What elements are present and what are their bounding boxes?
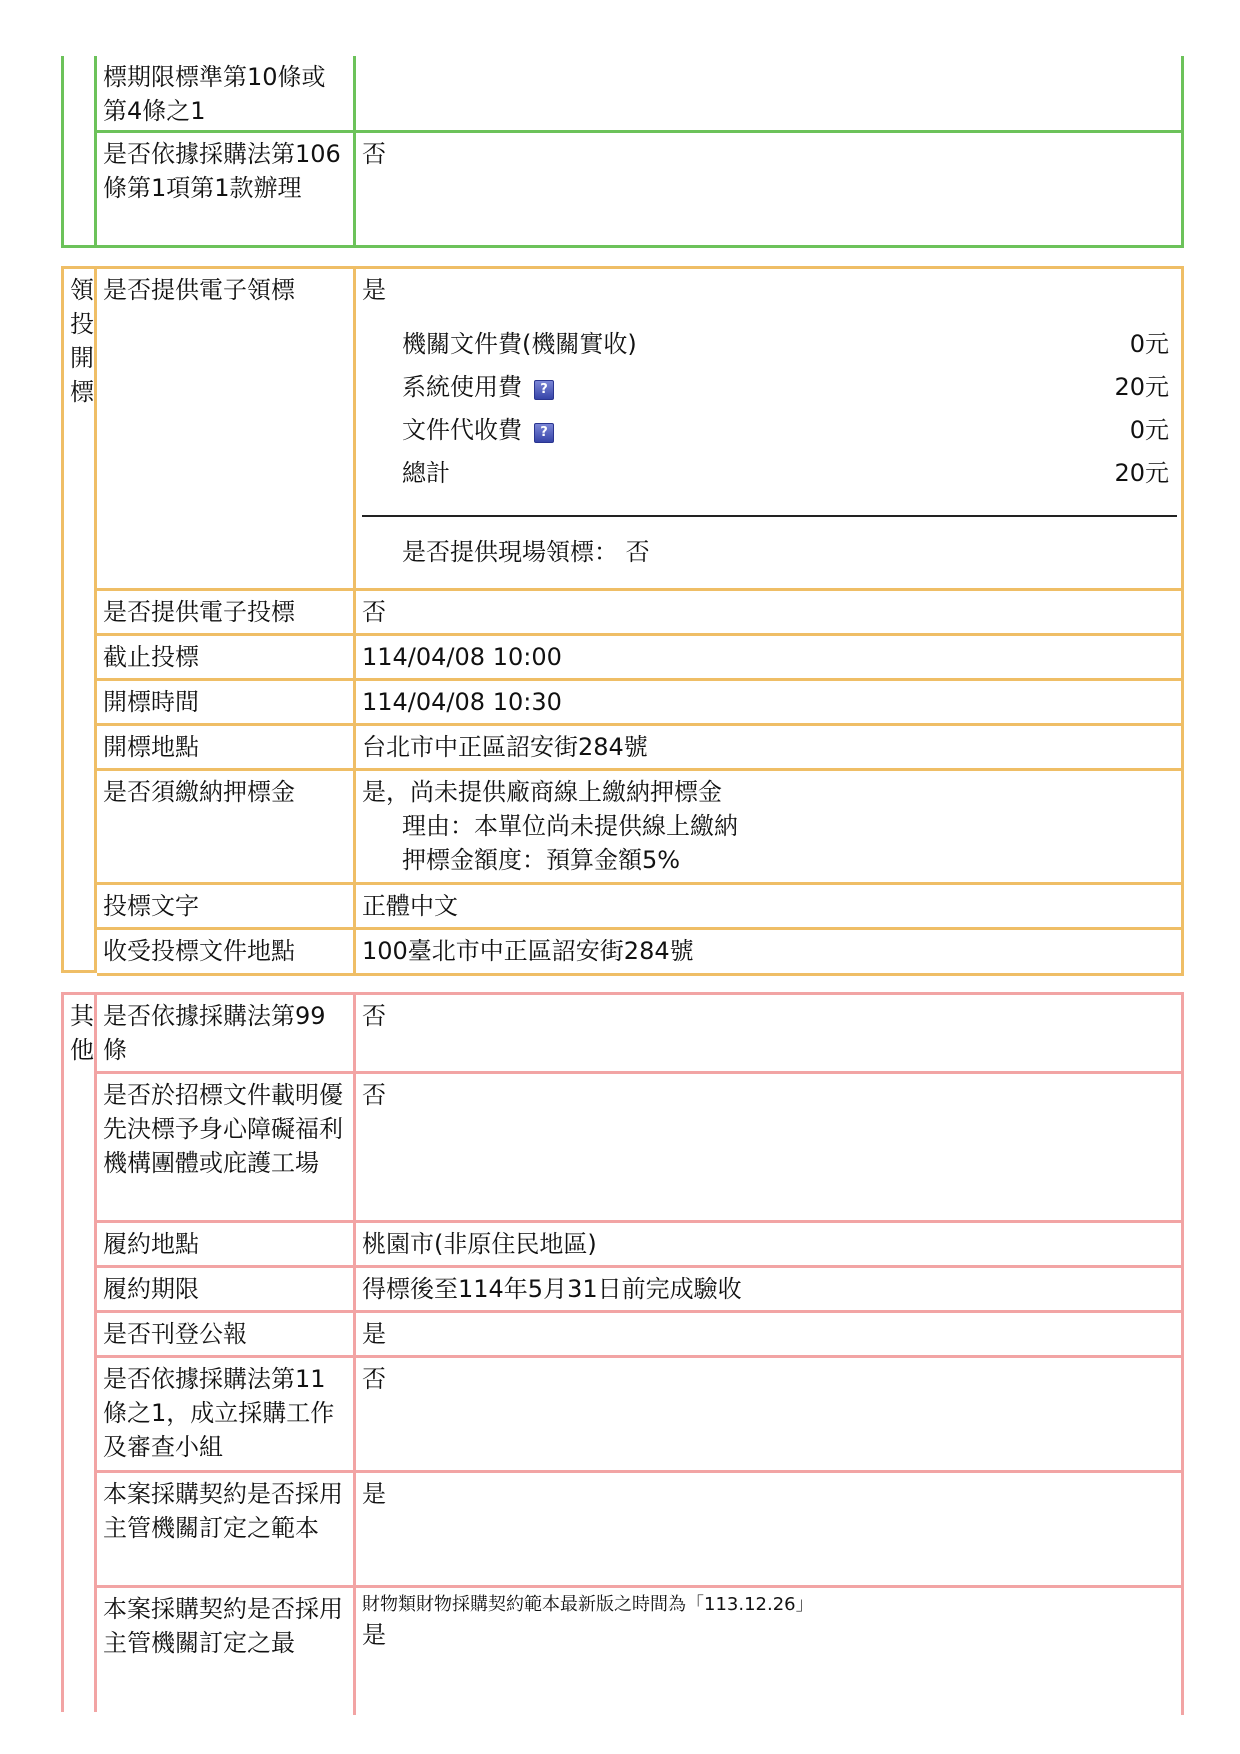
- help-icon[interactable]: ?: [534, 380, 554, 400]
- fee-name: 系統使用費: [402, 373, 522, 401]
- category-label: 領投開標: [70, 276, 94, 406]
- category-cell: [61, 995, 97, 1712]
- row-value: 是，尚未提供廠商線上繳納押標金: [362, 778, 722, 806]
- row-value: [356, 56, 1181, 130]
- fee-name: 文件代收費: [402, 416, 522, 444]
- row-label: 截止投標: [97, 636, 356, 678]
- onsite-tender: 是否提供現場領標： 否: [402, 538, 650, 566]
- fee-name: 機關文件費(機關實收): [402, 330, 637, 358]
- row-label: 是否提供電子領標: [97, 269, 356, 588]
- table-row: [97, 726, 1184, 771]
- fee-item: [402, 370, 1169, 412]
- table-row: [97, 56, 1184, 133]
- fee-amount: 20元: [1114, 373, 1169, 401]
- row-label: 是否依據採購法第99條: [97, 995, 356, 1071]
- row-label: 投標文字: [97, 885, 356, 927]
- deposit-reason: 理由：本單位尚未提供線上繳納: [402, 812, 738, 840]
- table-row: [97, 930, 1184, 976]
- help-icon[interactable]: ?: [534, 423, 554, 443]
- deposit-amount: 押標金額度：預算金額5%: [402, 846, 681, 874]
- table-row: [97, 1268, 1184, 1313]
- row-value: 桃園市(非原住民地區): [362, 1230, 597, 1258]
- table-row: [97, 1313, 1184, 1358]
- table-row: [97, 1358, 1184, 1473]
- fee-item: [402, 456, 1169, 498]
- row-label: 收受投標文件地點: [97, 930, 356, 973]
- row-value: 正體中文: [362, 892, 458, 920]
- row-label: 開標地點: [97, 726, 356, 768]
- row-label: 開標時間: [97, 681, 356, 723]
- category-cell: [61, 56, 97, 248]
- row-value: 是: [362, 1320, 386, 1348]
- section-green: [61, 56, 1184, 248]
- table-row: [97, 1588, 1184, 1715]
- row-label: 履約地點: [97, 1223, 356, 1265]
- table-row: [97, 885, 1184, 930]
- category-cell: [61, 269, 97, 973]
- row-value: 台北市中正區詔安街284號: [362, 733, 648, 761]
- row-value-block: [356, 269, 1181, 588]
- row-value: 是: [362, 1621, 386, 1649]
- table-row: [97, 1223, 1184, 1268]
- fee-item: [402, 413, 1169, 455]
- fee-item: [402, 327, 1169, 369]
- row-value: 否: [362, 598, 386, 626]
- section-bidding: [61, 266, 1184, 973]
- row-label: 是否提供電子投標: [97, 591, 356, 633]
- row-label: 本案採購契約是否採用主管機關訂定之最: [97, 1588, 356, 1715]
- row-value: 否: [362, 1081, 386, 1109]
- row-value: 是: [362, 1480, 386, 1508]
- contract-version-note: 財物類財物採購契約範本最新版之時間為「113.12.26」: [362, 1594, 814, 1615]
- table-row: [97, 636, 1184, 681]
- row-label: 履約期限: [97, 1268, 356, 1310]
- table-row: [97, 681, 1184, 726]
- row-label: 本案採購契約是否採用主管機關訂定之範本: [97, 1473, 356, 1585]
- row-value: 114/04/08 10:00: [362, 643, 562, 671]
- e-tender-row: [97, 269, 1184, 591]
- section-other: [61, 992, 1184, 1712]
- table-row: [97, 133, 1184, 248]
- row-value: 否: [362, 1002, 386, 1030]
- row-value: 是: [362, 276, 386, 304]
- row-value: 100臺北市中正區詔安街284號: [362, 937, 694, 965]
- row-label: 是否刊登公報: [97, 1313, 356, 1355]
- row-label: 是否於招標文件載明優先決標予身心障礙福利機構團體或庇護工場: [97, 1074, 356, 1220]
- table-row: [97, 1074, 1184, 1223]
- table-row: [97, 1473, 1184, 1588]
- table-row: [97, 591, 1184, 636]
- row-label: 是否依據採購法第11條之1，成立採購工作及審查小組: [97, 1358, 356, 1470]
- fee-amount: 0元: [1129, 416, 1169, 444]
- row-value: 得標後至114年5月31日前完成驗收: [362, 1275, 742, 1303]
- fee-amount: 0元: [1129, 330, 1169, 358]
- divider: [362, 515, 1177, 517]
- row-value: 否: [362, 140, 386, 168]
- row-value-block: [356, 771, 1181, 882]
- row-value: 114/04/08 10:30: [362, 688, 562, 716]
- row-value: 否: [362, 1365, 386, 1393]
- row-label: 標期限標準第10條或第4條之1: [97, 56, 356, 130]
- fee-amount: 20元: [1114, 459, 1169, 487]
- table-row: [97, 995, 1184, 1074]
- deposit-row: [97, 771, 1184, 885]
- row-label: 是否須繳納押標金: [97, 771, 356, 882]
- row-value-block: [356, 1588, 1181, 1715]
- fee-name: 總計: [402, 459, 450, 487]
- category-label: 其他: [70, 1002, 94, 1064]
- row-label: 是否依據採購法第106條第1項第1款辦理: [97, 133, 356, 245]
